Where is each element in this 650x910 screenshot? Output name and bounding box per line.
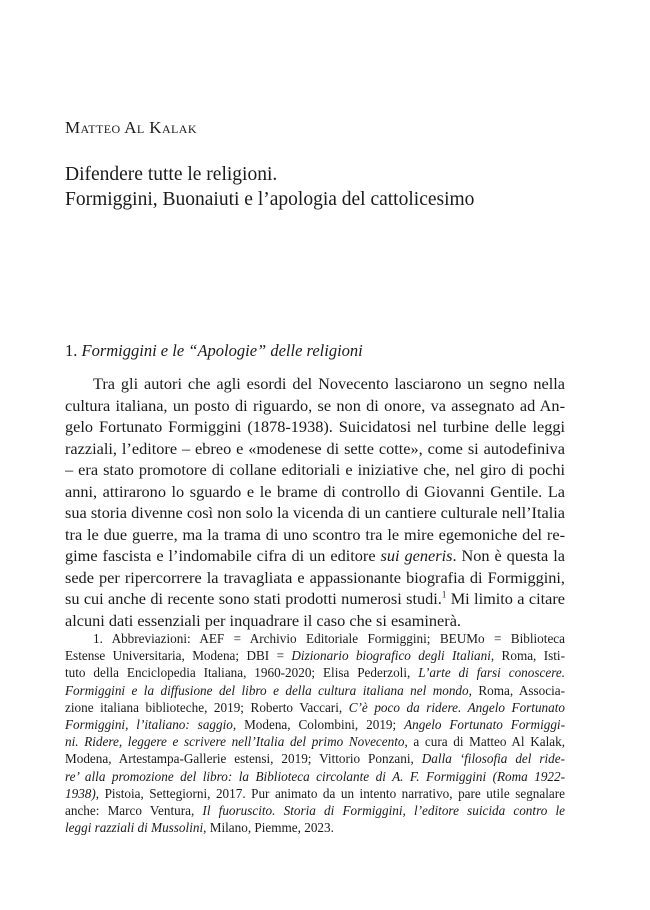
italic-text: sui generis [380,546,453,565]
text-segment: anche: Marco Ventura, [65,802,203,818]
text-segment: sede per ripercorrere la travagliata e appassionante biografia di Formiggini, [65,567,565,587]
text-segment: sua storia divenne così non solo la vicenda di un cantiere culturale nell’Italia [65,503,565,522]
italic-text: leggi razziali di Mussolini [65,820,204,836]
text-segment: , Milano, Piemme, 2023. [203,820,334,836]
text-segment: tuto della Enciclopedia Italiana, 1960-2020; Elisa Pederzoli, [65,665,419,681]
italic-text: L’arte di farsi conoscere. [418,665,565,681]
section-heading [65,341,363,361]
text-segment: , a cura di Matteo Al Kalak, [404,734,565,750]
body-line [65,545,565,567]
body-line [65,588,565,610]
chapter-title-line-2: Formiggini, Buonaiuti e l’apologia del cattolicesimo [65,189,475,210]
section-number: 1. [65,341,82,360]
footnote-line [65,682,565,699]
text-segment: . Non è questa la [452,546,565,565]
footnote-line [65,802,565,819]
footnote-line [65,647,565,664]
text-segment: zione italiana biblioteche, 2019; Roberto Vaccari, [65,699,349,715]
text-segment: – era stato promotore di collane editoriali e iniziative che, nel giro di pochi [65,460,565,479]
body-line [65,373,565,395]
text-segment: gime fascista e l’indomabile cifra di un editore [65,546,381,565]
chapter-title-line-1: Difendere tutte le religioni. [65,164,278,185]
italic-text: Dalla ‘filosofia del ride- [421,751,565,767]
footnote-line [65,699,565,716]
italic-text: re’ alla promozione del libro: la Biblioteca circolante di A. F. Formiggini (Roma 1922- [65,768,565,784]
body-line [65,610,565,632]
text-segment: Estense Universitaria, Modena; DBI = [65,648,292,664]
body-line [65,481,565,503]
body-line [65,416,565,438]
text-segment: Modena, Artestampa-Gallerie estensi, 2019; Vittorio Ponzani, [65,751,422,767]
text-segment: , Modena, Colombini, 2019; [232,716,405,732]
text-segment: gelo Fortunato Formiggini (1878-1938). Suicidatosi nel turbine delle leggi [65,417,565,436]
text-segment: , Pistoia, Settegiorni, 2017. Pur animato da un intento narrativo, pare utile segnalare [95,785,565,801]
text-segment: cultura italiana, un posto di riguardo, se non di onore, va assegnato ad An- [65,395,565,415]
text-segment: 1. Abbreviazioni: AEF = Archivio Editoriale Formiggini; BEUMo = Biblioteca [93,631,565,646]
italic-text: C’è poco da ridere. Angelo Fortunato [348,699,565,715]
italic-text: Formiggini, l’italiano: saggio [65,716,233,732]
body-line [65,459,565,481]
text-segment: , Roma, Associa- [468,682,565,698]
body-line [65,502,565,524]
footnote [65,630,565,836]
footnote-line [65,768,565,785]
chapter-title [65,162,474,212]
footnote-line [65,733,565,750]
footnote-line [65,664,565,681]
footnote-line [65,819,565,836]
text-segment: alcuni dati essenziali per inquadrare il caso che si esaminerà. [65,610,462,630]
footnote-line [65,750,565,767]
body-paragraph [65,373,565,631]
footnote-line [65,630,565,647]
body-line [65,395,565,417]
body-line [65,438,565,460]
body-line [65,567,565,589]
text-segment: , Roma, Isti- [490,648,565,664]
footnote-line [65,716,565,733]
footnote-line [65,785,565,802]
text-segment: Mi limito a citare [446,589,565,608]
footnote-reference: 1 [441,589,447,600]
italic-text: 1938) [65,785,96,801]
italic-text: Dizionario biografico degli Italiani [291,648,491,664]
italic-text: Angelo Fortunato Formiggi- [404,716,565,732]
italic-text: Il fuoruscito. Storia di Formiggini, l’editore suicida contro le [202,802,565,818]
text-segment: razziali, l’editore – ebreo e «modenese di sette cotte», come si autodefiniva [65,438,565,458]
text-segment: Tra gli autori che agli esordi del Novecento lasciarono un segno nella [93,374,565,393]
author-name: Matteo Al Kalak [65,118,197,137]
text-segment: su cui anche di recente sono stati prodotti numerosi studi. [65,589,442,608]
italic-text: ni. Ridere, leggere e scrivere nell’Italia del primo Novecento [65,734,405,750]
section-title: Formiggini e le “Apologie” delle religioni [81,341,363,360]
text-segment: anni, attirarono lo sguardo e le brame di controllo di Giovanni Gentile. La [65,481,565,501]
text-segment: tra le due guerre, ma la trama di uno scontro tra le mire egemoniche del re- [65,524,565,544]
body-line [65,524,565,546]
italic-text: Formiggini e la diffusione del libro e della cultura italiana nel mondo [65,682,469,698]
